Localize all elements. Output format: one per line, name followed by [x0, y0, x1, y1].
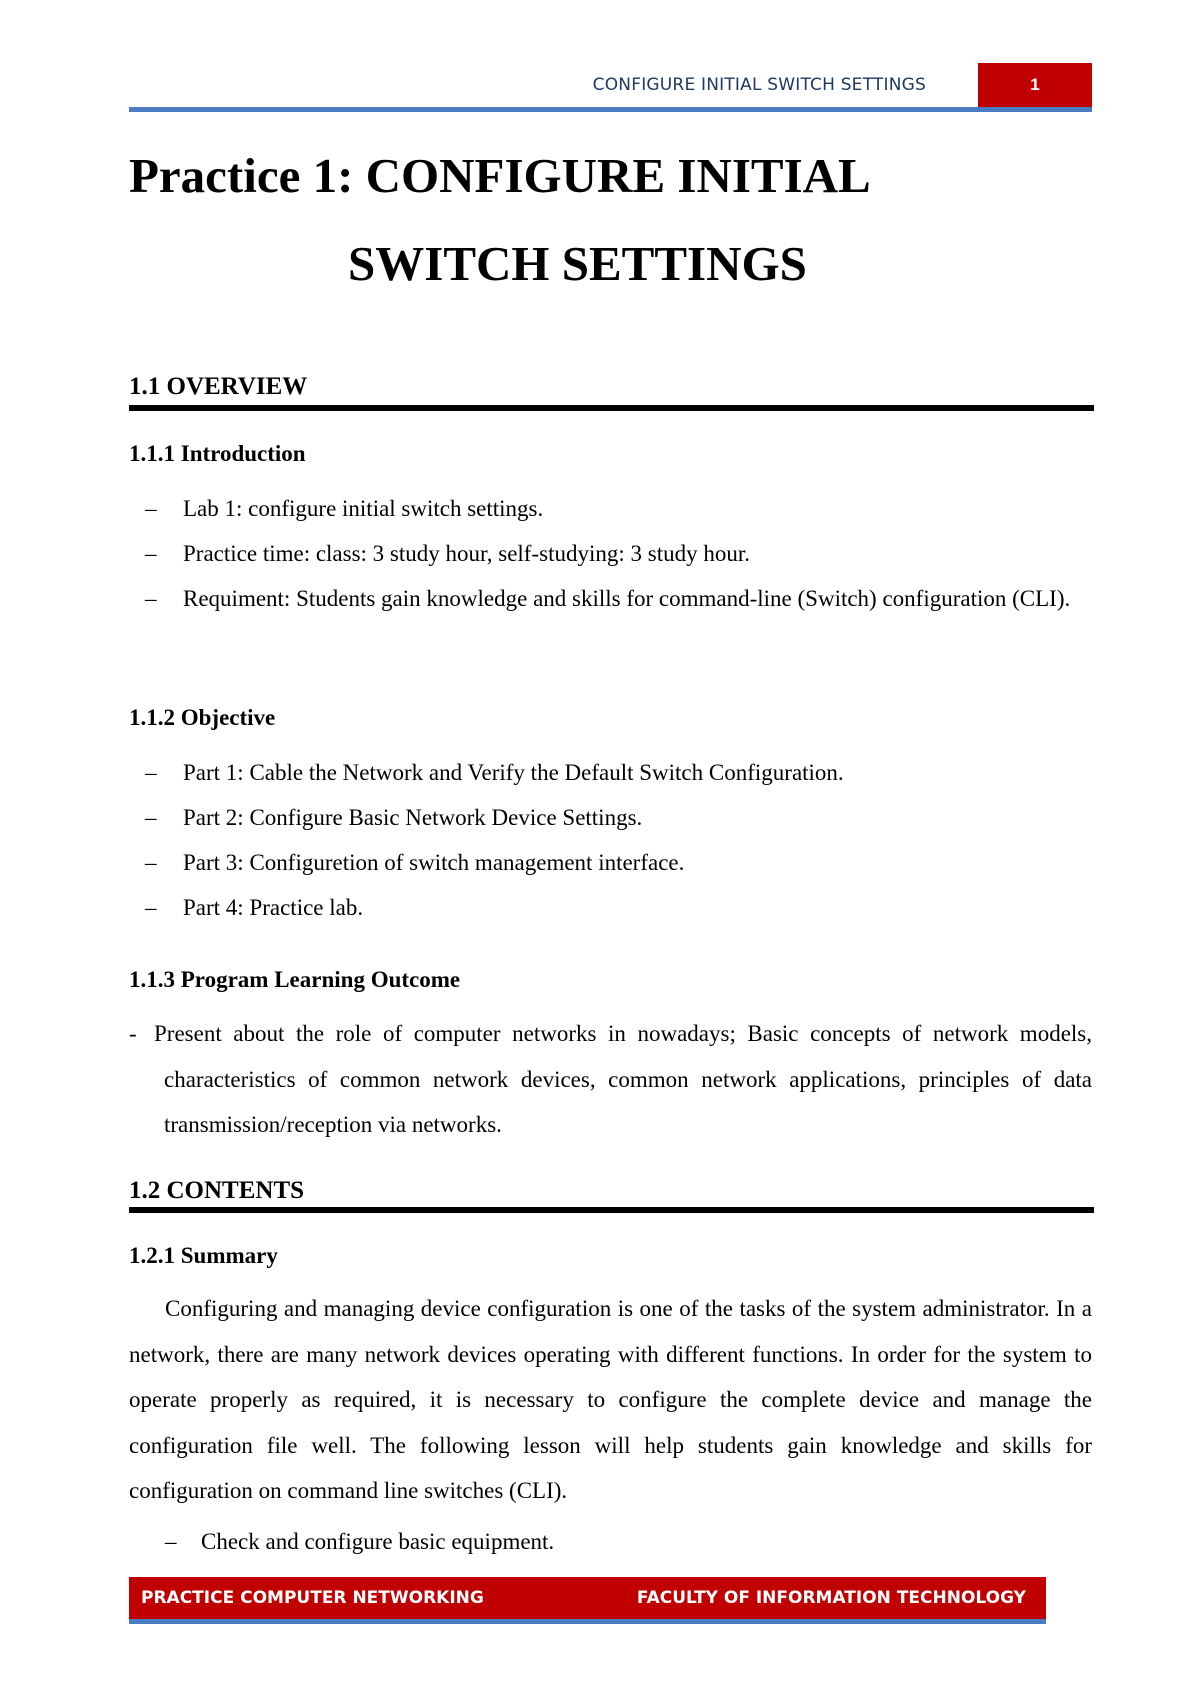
- page-number-badge: 1: [978, 63, 1092, 107]
- bullet-dash: –: [145, 586, 157, 611]
- objective-item-2: Part 2: Configure Basic Network Device Settings.: [183, 805, 643, 830]
- introduction-item-2: Practice time: class: 3 study hour, self-studying: 3 study hour.: [183, 541, 750, 566]
- summary-item-1: Check and configure basic equipment.: [201, 1529, 555, 1554]
- subheading-summary: 1.2.1 Summary: [129, 1243, 278, 1268]
- plo-dash: -: [129, 1021, 137, 1046]
- subheading-objective: 1.1.2 Objective: [129, 705, 276, 730]
- subheading-introduction: 1.1.1 Introduction: [129, 441, 306, 466]
- section-rule-overview: [129, 405, 1094, 411]
- bullet-dash: –: [145, 895, 157, 920]
- bullet-dash: –: [165, 1529, 177, 1554]
- footer-rule: [129, 1619, 1046, 1624]
- footer-bar: [129, 1577, 1046, 1619]
- bullet-dash: –: [145, 496, 157, 521]
- summary-paragraph: Configuring and managing device configuration is one of the tasks of the system administrator. In a network, there are many network devices operating with different functions. In order for the system to operate properly as required, it is necessary to configure the complete device and manage the configuration file well. The following lesson will help students gain knowledge and skills for configuration on command line switches (CLI).: [129, 1296, 1092, 1503]
- footer-faculty-name: FACULTY OF INFORMATION TECHNOLOGY: [636, 1588, 1026, 1608]
- header-rule: [129, 107, 1092, 112]
- bullet-dash: –: [145, 850, 157, 875]
- plo-text-content: Present about the role of computer networks in nowadays; Basic concepts of network models, characteristics of common network devices, common network applications, principles of data transmission/reception via networks.: [154, 1021, 1092, 1137]
- bullet-dash: –: [145, 805, 157, 830]
- subheading-program-learning-outcome: 1.1.3 Program Learning Outcome: [129, 967, 461, 992]
- plo-text: [154, 1011, 1092, 1148]
- footer-course-name: PRACTICE COMPUTER NETWORKING: [141, 1588, 484, 1608]
- section-heading-overview: 1.1 OVERVIEW: [129, 373, 308, 400]
- objective-item-1: Part 1: Cable the Network and Verify the Default Switch Configuration.: [183, 760, 844, 785]
- section-heading-contents: 1.2 CONTENTS: [129, 1177, 305, 1204]
- introduction-item-3: Requiment: Students gain knowledge and skills for command-line (Switch) configuration (CLI).: [183, 586, 1071, 611]
- introduction-item-1: Lab 1: configure initial switch settings.: [183, 496, 544, 521]
- page-title-line-1: Practice 1: CONFIGURE INITIAL: [129, 148, 871, 203]
- bullet-dash: –: [145, 760, 157, 785]
- running-header-title: CONFIGURE INITIAL SWITCH SETTINGS: [592, 75, 926, 95]
- page-title-line-2: SWITCH SETTINGS: [348, 236, 807, 291]
- objective-item-3: Part 3: Configuretion of switch management interface.: [183, 850, 685, 875]
- bullet-dash: –: [145, 541, 157, 566]
- section-rule-contents: [129, 1207, 1094, 1213]
- objective-item-4: Part 4: Practice lab.: [183, 895, 364, 920]
